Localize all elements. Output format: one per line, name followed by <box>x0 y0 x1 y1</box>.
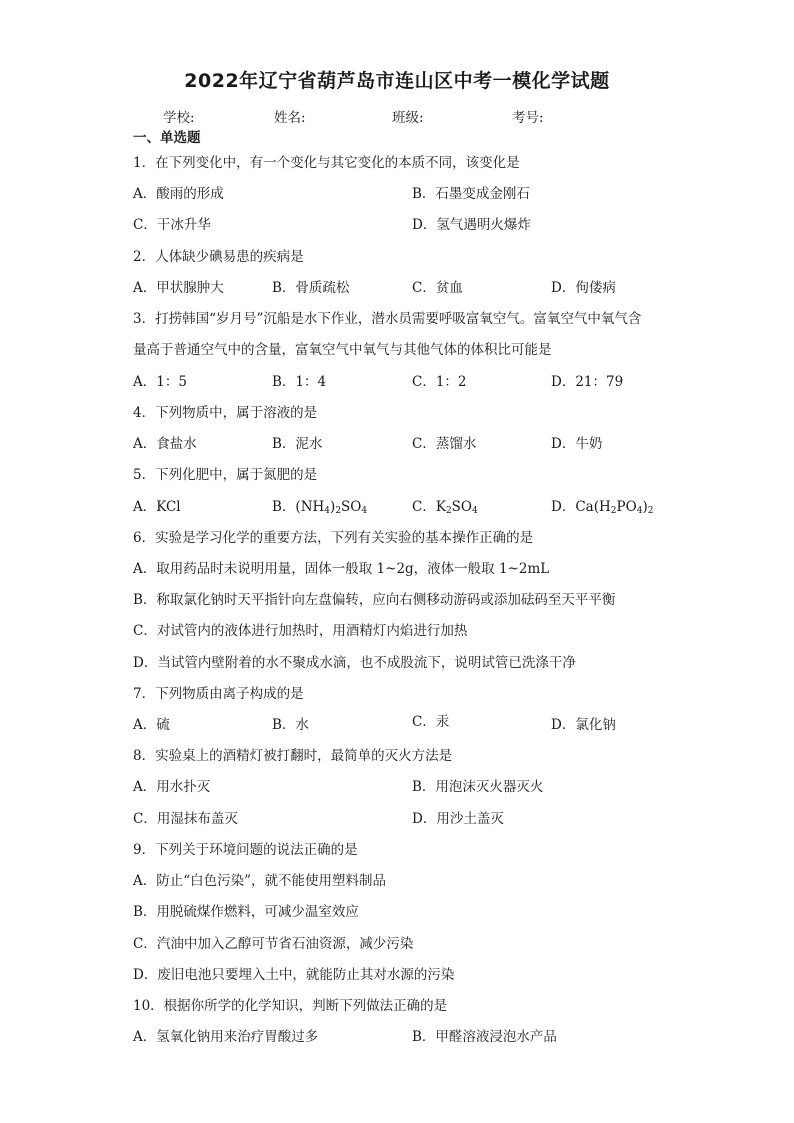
question-1-option-b[interactable]: B．石墨变成金刚石 <box>412 186 530 202</box>
question-10-option-b[interactable]: B．甲醛溶液浸泡水产品 <box>412 1029 557 1045</box>
question-7-stem: 7．下列物质由离子构成的是 <box>133 686 304 702</box>
question-7-option-a[interactable]: A．硫 <box>133 717 170 733</box>
question-9-stem: 9．下列关于环境问题的说法正确的是 <box>133 842 358 858</box>
question-4-option-d[interactable]: D．牛奶 <box>551 436 603 452</box>
question-5-option-b[interactable]: B．$(NH_4)_2SO_4$ <box>272 499 368 516</box>
question-2-option-d[interactable]: D．佝偻病 <box>551 280 616 296</box>
question-3-stem-line-2: 量高于普通空气中的含量，富氧空气中氧气与其他气体的体积比可能是 <box>133 342 552 358</box>
question-10-stem: 10．根据你所学的化学知识，判断下列做法正确的是 <box>133 998 448 1014</box>
question-9-option-a[interactable]: A．防止“白色污染”，就不能使用塑料制品 <box>133 873 387 889</box>
question-6-option-b[interactable]: B．称取氯化钠时天平指针向左盘偏转，应向右侧移动游码或添加砝码至天平平衡 <box>133 592 616 608</box>
question-6-option-c[interactable]: C．对试管内的液体进行加热时，用酒精灯内焰进行加热 <box>133 623 468 639</box>
question-7-option-b[interactable]: B．水 <box>272 717 309 733</box>
question-2-option-c[interactable]: C．贫血 <box>412 280 463 296</box>
question-1-option-d[interactable]: D．氢气遇明火爆炸 <box>412 217 531 233</box>
question-3-option-b[interactable]: B．1：4 <box>272 374 327 390</box>
question-2-option-a[interactable]: A．甲状腺肿大 <box>133 280 224 296</box>
question-3-option-c[interactable]: C．1：2 <box>412 374 467 390</box>
question-5-option-c[interactable]: C．$K_2SO_4$ <box>412 499 478 516</box>
question-5-option-a[interactable]: A．KCl <box>133 499 181 515</box>
school-field-label: 学校: <box>163 110 195 126</box>
question-9-option-b[interactable]: B．用脱硫煤作燃料，可减少温室效应 <box>133 904 359 920</box>
question-3-option-d[interactable]: D．21：79 <box>551 374 624 390</box>
question-3-stem-line-1: 3．打捞韩国“岁月号”沉船是水下作业，潜水员需要呼吸富氧空气。富氧空气中氧气含 <box>133 311 642 327</box>
question-8-option-c[interactable]: C．用湿抹布盖灭 <box>133 811 238 827</box>
section-heading: 一、单选题 <box>133 130 201 146</box>
question-10-option-a[interactable]: A．氢氧化钠用来治疗胃酸过多 <box>133 1029 319 1045</box>
question-1-option-c[interactable]: C．干冰升华 <box>133 217 211 233</box>
question-2-option-b[interactable]: B．骨质疏松 <box>272 280 350 296</box>
question-5-stem: 5．下列化肥中，属于氮肥的是 <box>133 467 318 483</box>
question-8-option-a[interactable]: A．用水扑灭 <box>133 779 211 795</box>
question-3-option-a[interactable]: A．1：5 <box>133 374 187 390</box>
question-8-option-d[interactable]: D．用沙土盖灭 <box>412 811 504 827</box>
question-4-stem: 4．下列物质中，属于溶液的是 <box>133 405 318 421</box>
question-8-option-b[interactable]: B．用泡沫灭火器灭火 <box>412 779 544 795</box>
exam-number-field-label: 考号: <box>512 110 544 126</box>
question-9-option-c[interactable]: C．汽油中加入乙醇可节省石油资源，减少污染 <box>133 936 414 952</box>
question-5-option-d[interactable]: D．$Ca(H_2PO_4)_2$ <box>551 499 654 516</box>
question-4-option-c[interactable]: C．蒸馏水 <box>412 436 477 452</box>
question-2-stem: 2．人体缺少碘易患的疾病是 <box>133 249 304 265</box>
question-6-option-d[interactable]: D．当试管内壁附着的水不聚成水滴，也不成股流下，说明试管已洗涤干净 <box>133 655 576 671</box>
question-4-option-b[interactable]: B．泥水 <box>272 436 323 452</box>
page-title: 2022年辽宁省葫芦岛市连山区中考一模化学试题 <box>184 70 610 92</box>
question-4-option-a[interactable]: A．食盐水 <box>133 436 197 452</box>
class-field-label: 班级: <box>392 110 424 126</box>
question-9-option-d[interactable]: D．废旧电池只要埋入土中，就能防止其对水源的污染 <box>133 967 455 983</box>
question-8-stem: 8．实验桌上的酒精灯被打翻时，最简单的灭火方法是 <box>133 748 453 764</box>
question-7-option-d[interactable]: D．氯化钠 <box>551 717 616 733</box>
question-6-stem: 6．实验是学习化学的重要方法，下列有关实验的基本操作正确的是 <box>133 530 534 546</box>
question-1-stem: 1．在下列变化中，有一个变化与其它变化的本质不同，该变化是 <box>133 155 520 171</box>
question-1-option-a[interactable]: A．酸雨的形成 <box>133 186 224 202</box>
name-field-label: 姓名: <box>274 110 306 126</box>
question-6-option-a[interactable]: A．取用药品时未说明用量，固体一般取 1~2g，液体一般取 1~2mL <box>133 561 550 577</box>
question-7-option-c[interactable]: C．汞 <box>412 714 450 730</box>
